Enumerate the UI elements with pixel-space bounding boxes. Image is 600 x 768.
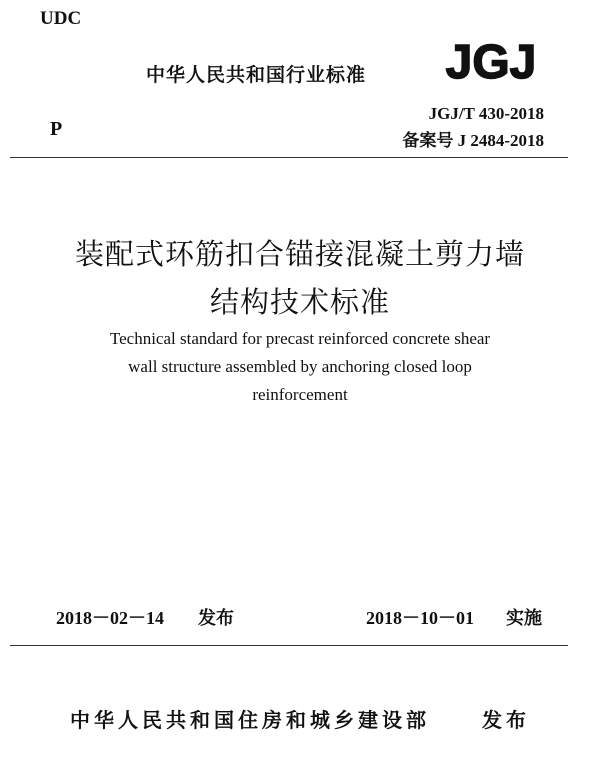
classification-letter: P [50,118,63,140]
title-en-line1: Technical standard for precast reinforced concrete shear [109,329,491,348]
title-cn-line1: 装配式环筋扣合锚接混凝土剪力墙 [74,237,525,271]
standard-number: JGJ/T 430-2018 [428,104,544,123]
record-number: 备案号 J 2484-2018 [402,131,544,150]
issue-label: 发布 [198,608,234,629]
title-cn-line2: 结构技术标准 [209,285,390,319]
top-divider [10,157,568,158]
issue-date: 2018－02－14 [56,608,164,628]
issuer-action: 发布 [482,708,530,732]
issuer-name: 中华人民共和国住房和城乡建设部 [70,708,430,732]
udc-label: UDC [40,8,82,29]
jgj-logo-graphic [436,34,546,86]
logo-text: JGJ [445,36,537,86]
implement-date: 2018－10－01 [366,608,474,628]
title-en-line2: wall structure assembled by anchoring closed loop [128,357,472,376]
title-en [0,325,600,409]
bottom-divider [10,645,568,646]
implement-label: 实施 [506,608,542,629]
title-en-line3: reinforcement [252,385,348,404]
standard-class-title: 中华人民共和国行业标准 [146,64,367,86]
jgj-logo [436,34,546,86]
